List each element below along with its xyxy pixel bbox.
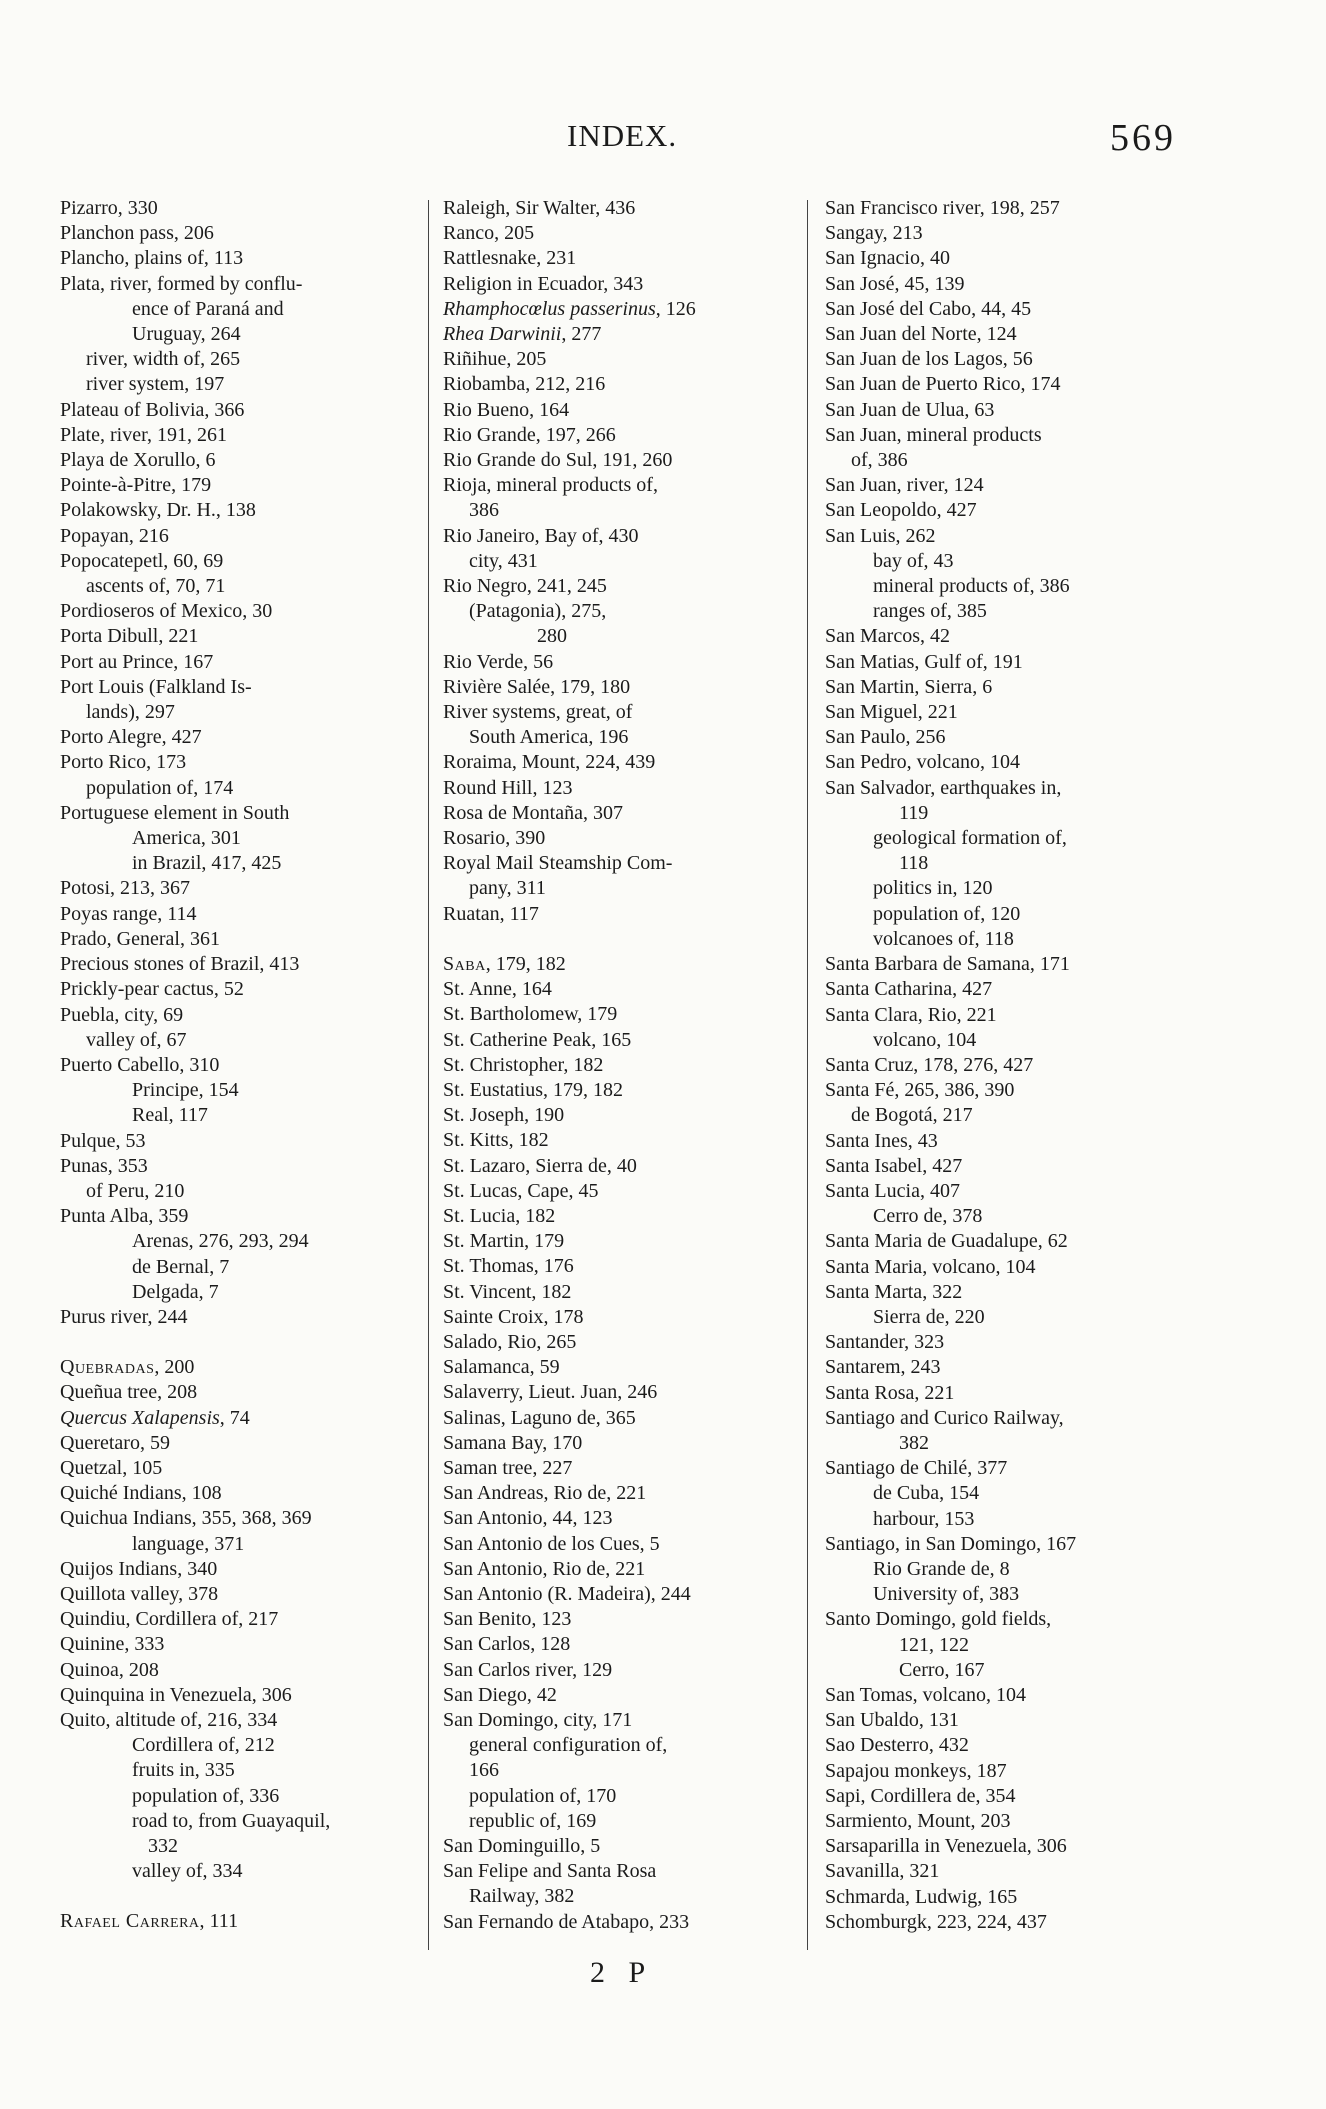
- index-entry: San Benito, 123: [443, 1608, 572, 1631]
- index-entry: Santo Domingo, gold fields,: [825, 1608, 1052, 1631]
- index-entry: lands), 297: [86, 701, 175, 724]
- index-entry: San Miguel, 221: [825, 701, 958, 724]
- page-header: [0, 118, 1326, 168]
- index-entry: San Juan de los Lagos, 56: [825, 348, 1033, 371]
- index-entry: Riobamba, 212, 216: [443, 373, 606, 396]
- index-entry: San Juan de Puerto Rico, 174: [825, 373, 1061, 396]
- index-entry: Quindiu, Cordillera of, 217: [60, 1608, 279, 1631]
- index-entry: Porta Dibull, 221: [60, 625, 199, 648]
- index-entry: San Tomas, volcano, 104: [825, 1683, 1026, 1706]
- index-entry: San Ignacio, 40: [825, 247, 950, 270]
- index-entry: Pizarro, 330: [60, 197, 158, 219]
- index-entry: Sao Desterro, 432: [825, 1734, 969, 1757]
- index-entry: Santander, 323: [825, 1331, 945, 1354]
- index-entry: population of, 336: [132, 1784, 280, 1807]
- index-entry: Plancho, plains of, 113: [60, 247, 244, 270]
- index-entry: Precious stones of Brazil, 413: [60, 953, 300, 976]
- page-number: 569: [1110, 117, 1176, 159]
- index-entry: 386: [469, 499, 499, 522]
- index-entry: San Antonio de los Cues, 5: [443, 1532, 660, 1555]
- index-entry: St. Anne, 164: [443, 978, 552, 1001]
- index-entry: road to, from Guayaquil,: [132, 1809, 331, 1832]
- index-entry: Rivière Salée, 179, 180: [443, 675, 631, 698]
- index-entry: Port Louis (Falkland Is-: [60, 675, 252, 698]
- index-entry: San Fernando de Atabapo, 233: [443, 1910, 690, 1933]
- index-entry: language, 371: [132, 1532, 245, 1555]
- index-column-3: [825, 196, 1177, 1935]
- index-entry: Santa Cruz, 178, 276, 427: [825, 1053, 1034, 1076]
- index-entry: Pointe-à-Pitre, 179: [60, 474, 212, 497]
- index-entry: river system, 197: [86, 373, 225, 396]
- index-entry: ascents of, 70, 71: [86, 575, 226, 598]
- index-entry: politics in, 120: [873, 877, 993, 900]
- index-entry: University of, 383: [873, 1583, 1020, 1606]
- index-entry: city, 431: [469, 549, 538, 572]
- index-entry: Santa Fé, 265, 386, 390: [825, 1079, 1015, 1102]
- index-entry: pany, 311: [469, 877, 546, 900]
- index-entry: San Carlos river, 129: [443, 1658, 613, 1681]
- index-entry: Schomburgk, 223, 224, 437: [825, 1910, 1047, 1933]
- index-entry: valley of, 334: [132, 1860, 243, 1883]
- index-entry: South America, 196: [469, 726, 629, 749]
- index-entry: 119: [899, 801, 929, 824]
- index-entry: Quetzal, 105: [60, 1456, 163, 1479]
- index-entry: St. Joseph, 190: [443, 1104, 565, 1127]
- index-entry: river, width of, 265: [86, 348, 241, 371]
- index-entry: ence of Paraná and: [132, 297, 284, 320]
- index-entry: Porto Rico, 173: [60, 751, 187, 774]
- index-entry: Rio Janeiro, Bay of, 430: [443, 524, 639, 547]
- index-entry: San Juan, river, 124: [825, 474, 984, 497]
- index-entry: Saman tree, 227: [443, 1456, 573, 1479]
- index-entry: Cordillera of, 212: [132, 1734, 275, 1757]
- index-entry: San Antonio, Rio de, 221: [443, 1557, 646, 1580]
- index-entry: Religion in Ecuador, 343: [443, 272, 644, 295]
- index-entry: Rio Negro, 241, 245: [443, 575, 607, 598]
- index-entry: Port au Prince, 167: [60, 650, 214, 673]
- index-entry: Savanilla, 321: [825, 1860, 940, 1883]
- index-entry: volcanoes of, 118: [873, 927, 1014, 950]
- index-entry: Quito, altitude of, 216, 334: [60, 1708, 278, 1731]
- index-entry: population of, 120: [873, 902, 1021, 925]
- index-entry: Portuguese element in South: [60, 801, 290, 824]
- index-entry: Quichua Indians, 355, 368, 369: [60, 1507, 312, 1530]
- index-entry: Queñua tree, 208: [60, 1381, 198, 1404]
- index-entry: Round Hill, 123: [443, 776, 573, 799]
- index-entry: Samana Bay, 170: [443, 1431, 583, 1454]
- index-entry: Potosi, 213, 367: [60, 877, 191, 900]
- index-column-2: [443, 196, 800, 1935]
- index-entry: Roraima, Mount, 224, 439: [443, 751, 656, 774]
- index-entry: volcano, 104: [873, 1028, 977, 1051]
- index-entry: Sapajou monkeys, 187: [825, 1759, 1007, 1782]
- index-entry: Rosario, 390: [443, 827, 546, 850]
- index-entry: San Marcos, 42: [825, 625, 950, 648]
- index-entry: (Patagonia), 275,: [469, 600, 607, 623]
- index-entry: San Juan de Ulua, 63: [825, 398, 995, 421]
- index-entry: of, 386: [851, 449, 908, 472]
- index-entry: Santa Maria, volcano, 104: [825, 1255, 1036, 1278]
- index-entry: 118: [899, 852, 929, 875]
- index-entry: Sainte Croix, 178: [443, 1305, 584, 1328]
- column-divider: [807, 200, 808, 1950]
- index-entry: 332: [148, 1835, 178, 1857]
- index-entry: valley of, 67: [86, 1028, 187, 1051]
- index-entry: de Cuba, 154: [873, 1482, 980, 1505]
- index-entry: Puerto Cabello, 310: [60, 1053, 220, 1076]
- index-entry: general configuration of,: [469, 1734, 668, 1757]
- index-entry: Rhamphocœlus passerinus, 126: [443, 297, 696, 320]
- index-entry: Quinoa, 208: [60, 1658, 159, 1681]
- index-entry: Polakowsky, Dr. H., 138: [60, 499, 256, 522]
- index-entry: in Brazil, 417, 425: [132, 852, 282, 875]
- index-entry: Santa Marta, 322: [825, 1280, 963, 1303]
- index-entry: Rosa de Montaña, 307: [443, 801, 623, 824]
- index-entry: Principe, 154: [132, 1079, 239, 1102]
- index-entry: Santa Barbara de Samana, 171: [825, 953, 1070, 976]
- index-entry: Santa Clara, Rio, 221: [825, 1003, 997, 1026]
- index-entry: America, 301: [132, 827, 241, 850]
- index-entry: Santiago, in San Domingo, 167: [825, 1532, 1077, 1555]
- index-entry: San Martin, Sierra, 6: [825, 675, 993, 698]
- index-entry: Ruatan, 117: [443, 902, 539, 925]
- index-entry: Quercus Xalapensis, 74: [60, 1406, 250, 1429]
- index-entry: fruits in, 335: [132, 1759, 235, 1782]
- index-entry: 280: [537, 625, 567, 648]
- index-entry: St. Martin, 179: [443, 1230, 565, 1253]
- index-entry: Quinine, 333: [60, 1633, 165, 1656]
- index-entry: San Pedro, volcano, 104: [825, 751, 1020, 774]
- index-entry: Sapi, Cordillera de, 354: [825, 1784, 1016, 1807]
- index-entry: Uruguay, 264: [132, 323, 241, 346]
- index-entry: Playa de Xorullo, 6: [60, 449, 216, 472]
- index-entry: Arenas, 276, 293, 294: [132, 1230, 309, 1253]
- index-entry: Schmarda, Ludwig, 165: [825, 1885, 1018, 1908]
- index-entry: 121, 122: [899, 1633, 969, 1656]
- index-entry: population of, 170: [469, 1784, 617, 1807]
- index-entry: republic of, 169: [469, 1809, 597, 1832]
- index-entry: Salamanca, 59: [443, 1356, 560, 1379]
- index-entry: San José del Cabo, 44, 45: [825, 297, 1032, 320]
- index-entry: Sarmiento, Mount, 203: [825, 1810, 1011, 1832]
- index-entry: Popayan, 216: [60, 524, 169, 547]
- index-entry: San Andreas, Rio de, 221: [443, 1482, 647, 1505]
- index-entry: San Antonio, 44, 123: [443, 1507, 613, 1530]
- index-entry: Prado, General, 361: [60, 927, 220, 950]
- index-entry: San Juan, mineral products: [825, 423, 1042, 446]
- index-entry: San Domingo, city, 171: [443, 1708, 633, 1731]
- index-entry: San Antonio (R. Madeira), 244: [443, 1582, 691, 1605]
- index-entry: Pulque, 53: [60, 1129, 146, 1152]
- index-entry: Quinquina in Venezuela, 306: [60, 1683, 292, 1706]
- index-entry: population of, 174: [86, 776, 234, 799]
- index-entry: geological formation of,: [873, 827, 1067, 850]
- index-entry: Santiago and Curico Railway,: [825, 1406, 1064, 1429]
- index-entry: St. Thomas, 176: [443, 1255, 574, 1278]
- index-entry: Pordioseros of Mexico, 30: [60, 600, 273, 623]
- index-entry: de Bernal, 7: [132, 1255, 230, 1278]
- index-entry: St. Christopher, 182: [443, 1053, 604, 1076]
- index-entry: San Dominguillo, 5: [443, 1835, 601, 1857]
- index-entry: St. Catherine Peak, 165: [443, 1028, 632, 1051]
- index-entry: Punta Alba, 359: [60, 1205, 189, 1228]
- index-entry: St. Bartholomew, 179: [443, 1003, 618, 1026]
- index-entry: Sangay, 213: [825, 222, 923, 245]
- index-entry: Santiago de Chilé, 377: [825, 1457, 1008, 1480]
- index-entry: St. Lucia, 182: [443, 1204, 556, 1227]
- index-column-1: [60, 196, 418, 1935]
- index-entry: Rioja, mineral products of,: [443, 474, 658, 497]
- index-entry: Salaverry, Lieut. Juan, 246: [443, 1381, 658, 1404]
- index-entry: San Matias, Gulf of, 191: [825, 650, 1023, 673]
- index-entry: Quebradas, 200: [60, 1356, 195, 1379]
- index-entry: Salinas, Laguno de, 365: [443, 1406, 636, 1429]
- index-entry: harbour, 153: [873, 1507, 975, 1530]
- index-entry: St. Eustatius, 179, 182: [443, 1078, 624, 1101]
- index-entry: Planchon pass, 206: [60, 222, 214, 245]
- index-entry: Salado, Rio, 265: [443, 1330, 577, 1353]
- index-entry: Santa Maria de Guadalupe, 62: [825, 1230, 1068, 1253]
- index-entry: San Francisco river, 198, 257: [825, 197, 1060, 219]
- index-entry: bay of, 43: [873, 549, 954, 572]
- index-entry: Cerro de, 378: [873, 1205, 983, 1228]
- index-entry: Raleigh, Sir Walter, 436: [443, 197, 636, 219]
- index-entry: Santa Rosa, 221: [825, 1381, 955, 1404]
- index-entry: San Carlos, 128: [443, 1633, 571, 1656]
- index-entry: Santa Catharina, 427: [825, 978, 993, 1001]
- index-entry: Rio Bueno, 164: [443, 398, 570, 421]
- index-entry: St. Kitts, 182: [443, 1129, 549, 1152]
- index-entry: Railway, 382: [469, 1885, 575, 1908]
- index-entry: Prickly-pear cactus, 52: [60, 978, 244, 1001]
- index-entry: of Peru, 210: [86, 1179, 185, 1202]
- index-entry: Santarem, 243: [825, 1356, 941, 1379]
- index-entry: St. Vincent, 182: [443, 1280, 572, 1303]
- index-entry: Poyas range, 114: [60, 902, 197, 925]
- index-entry: San Luis, 262: [825, 524, 936, 547]
- index-entry: 382: [899, 1431, 929, 1454]
- index-entry: Delgada, 7: [132, 1280, 219, 1303]
- printer-signature-mark: 2 P: [590, 1956, 654, 1989]
- index-entry: Quijos Indians, 340: [60, 1557, 218, 1580]
- index-entry: Saba, 179, 182: [443, 952, 566, 975]
- index-entry: Porto Alegre, 427: [60, 726, 202, 749]
- index-entry: San Ubaldo, 131: [825, 1709, 959, 1732]
- index-entry: 166: [469, 1759, 499, 1782]
- index-entry: Plata, river, formed by conflu-: [60, 272, 303, 295]
- index-entry: Plateau of Bolivia, 366: [60, 398, 245, 421]
- column-divider: [428, 200, 429, 1950]
- index-entry: San Salvador, earthquakes in,: [825, 776, 1062, 799]
- index-entry: mineral products of, 386: [873, 575, 1070, 598]
- index-entry: Rafael Carrera, 111: [60, 1910, 239, 1933]
- index-entry: Popocatepetl, 60, 69: [60, 549, 224, 572]
- index-entry: St. Lucas, Cape, 45: [443, 1179, 599, 1202]
- index-entry: Real, 117: [132, 1104, 208, 1127]
- index-entry: Royal Mail Steamship Com-: [443, 852, 673, 875]
- index-entry: San Felipe and Santa Rosa: [443, 1860, 657, 1883]
- index-entry: Sierra de, 220: [873, 1305, 985, 1328]
- index-entry: Sarsaparilla in Venezuela, 306: [825, 1835, 1067, 1858]
- index-entry: San Diego, 42: [443, 1683, 557, 1706]
- index-entry: de Bogotá, 217: [851, 1104, 973, 1127]
- index-entry: Cerro, 167: [899, 1658, 985, 1681]
- index-entry: Plate, river, 191, 261: [60, 423, 227, 446]
- index-entry: Rattlesnake, 231: [443, 247, 577, 270]
- index-entry: Riñihue, 205: [443, 348, 547, 371]
- index-entry: Punas, 353: [60, 1154, 148, 1177]
- index-entry: Santa Lucia, 407: [825, 1179, 960, 1202]
- index-entry: ranges of, 385: [873, 600, 987, 623]
- index-entry: San Leopoldo, 427: [825, 499, 977, 522]
- index-entry: Ranco, 205: [443, 222, 535, 245]
- index-entry: Rio Grande de, 8: [873, 1557, 1010, 1580]
- index-entry: Rio Grande, 197, 266: [443, 423, 616, 446]
- index-entry: Santa Ines, 43: [825, 1129, 938, 1152]
- index-entry: San José, 45, 139: [825, 272, 965, 295]
- index-entry: San Juan del Norte, 124: [825, 323, 1017, 346]
- index-entry: Queretaro, 59: [60, 1431, 170, 1454]
- index-entry: Puebla, city, 69: [60, 1003, 184, 1026]
- index-entry: Rhea Darwinii, 277: [443, 323, 602, 346]
- index-entry: San Paulo, 256: [825, 726, 946, 749]
- index-entry: Santa Isabel, 427: [825, 1154, 963, 1177]
- index-entry: Purus river, 244: [60, 1305, 188, 1328]
- index-entry: River systems, great, of: [443, 701, 633, 724]
- running-title: INDEX.: [567, 118, 678, 153]
- index-entry: Rio Verde, 56: [443, 650, 554, 673]
- index-entry: Rio Grande do Sul, 191, 260: [443, 449, 673, 472]
- index-entry: Quillota valley, 378: [60, 1582, 219, 1605]
- index-entry: St. Lazaro, Sierra de, 40: [443, 1154, 637, 1177]
- index-entry: Quiché Indians, 108: [60, 1482, 222, 1505]
